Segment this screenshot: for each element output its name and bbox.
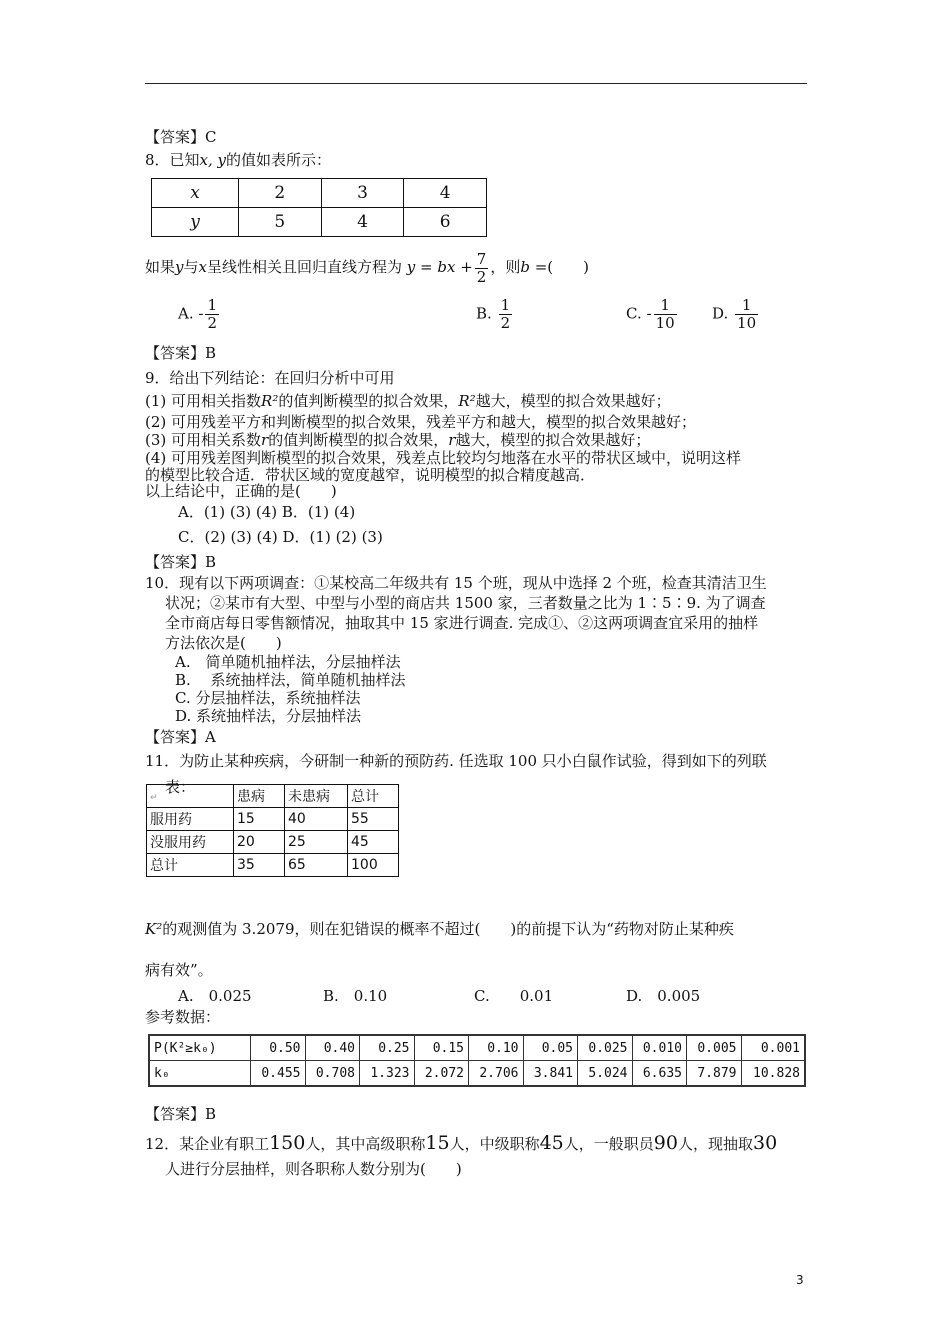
q11-contingency-table [146, 784, 399, 877]
table-cell: 3.841 [523, 1061, 578, 1087]
table-cell: 100 [348, 854, 399, 877]
q10-option-d: D. 系统抽样法，分层抽样法 [175, 707, 362, 725]
table-cell: 0.05 [523, 1035, 578, 1061]
q12-line-2: 人进行分层抽样，则各职称人数分别为( ) [165, 1160, 462, 1178]
answer-10: 【答案】A [145, 728, 216, 746]
q8-option-a: A. - $\frac{1}{2}$ [178, 296, 218, 332]
q10-option-a: A. 简单随机抽样法，分层抽样法 [175, 653, 401, 671]
table-cell: 10.828 [741, 1061, 805, 1087]
q9-line-4a: (4) 可用残差图判断模型的拟合效果，残差点比较均匀地落在水平的带状区域中，说明这样 [145, 449, 742, 467]
q10-line-3: 全市商店每日零售额情况，抽取其中 15 家进行调查. 完成①、②这两项调查宜采用的抽样 [165, 614, 759, 632]
answer-7: 【答案】C [145, 128, 217, 146]
table-cell: 7.879 [687, 1061, 742, 1087]
table-cell: 5.024 [578, 1061, 633, 1087]
q10-line-2: 状况；②某市有大型、中型与小型的商店共 1500 家，三者数量之比为 1∶5∶9. 为了调查 [165, 594, 766, 612]
table-cell: 0.001 [741, 1035, 805, 1061]
table-cell: 0.708 [305, 1061, 360, 1087]
q9-options-ab: A．(1) (3) (4) B．(1) (4) [178, 503, 356, 521]
table-cell: P(K²≥k₀) [149, 1035, 251, 1061]
reference-data-label: 参考数据： [145, 1008, 221, 1026]
table-cell: 40 [285, 808, 348, 831]
q9-line-5: 以上结论中，正确的是( ) [145, 482, 337, 500]
page-number: 3 [796, 1273, 804, 1287]
q11-option-c: C. 0.01 [474, 987, 554, 1005]
q9-line-2: (2) 可用残差平方和判断模型的拟合效果，残差平方和越大，模型的拟合效果越好； [145, 413, 697, 431]
table-row [152, 179, 487, 208]
fraction: $\frac{7}{2}$ [476, 249, 487, 286]
table-cell: 服用药 [147, 808, 234, 831]
table-row [147, 808, 399, 831]
table-cell: 0.40 [305, 1035, 360, 1061]
table-cell: 4 [321, 208, 404, 237]
q10-line-1: 10．现有以下两项调查：①某校高二年级共有 15 个班，现从中选择 2 个班，检查其清洁卫生 [145, 574, 767, 592]
table-cell: 0.455 [251, 1061, 306, 1087]
q11-k2-statement-2: 病有效”。 [145, 961, 213, 979]
q9-options-cd: C．(2) (3) (4) D．(1) (2) (3) [178, 528, 383, 546]
q9-line-1: (1) 可用相关指数R²的值判断模型的拟合效果，R²越大，模型的拟合效果越好； [145, 392, 671, 410]
table-cell: 65 [285, 854, 348, 877]
q12-line-1: 12．某企业有职工150人，其中高级职称15人，中级职称45人，一般职员90人，现抽取30 [145, 1132, 778, 1154]
question-8-condition: 如果y与x呈线性相关且回归直线方程为 y = bx + $\frac{7}{2}$ ，则b =( ) [145, 249, 589, 286]
table-cell: 25 [285, 831, 348, 854]
table-cell: 0.005 [687, 1035, 742, 1061]
table-cell: x [152, 179, 239, 208]
q9-line-4b: 的模型比较合适．带状区域的宽度越窄，说明模型的拟合精度越高． [145, 466, 596, 484]
q8-option-d: D. $\frac{1}{10}$ [712, 296, 757, 332]
table-cell: 3 [321, 179, 404, 208]
question-8-stem: 8．已知x, y的值如表所示： [145, 151, 332, 169]
table-cell: 2 [239, 179, 322, 208]
table-cell: 0.10 [469, 1035, 524, 1061]
table-cell: y [152, 208, 239, 237]
table-cell: 45 [348, 831, 399, 854]
q9-line-3: (3) 可用相关系数r的值判断模型的拟合效果，r越大，模型的拟合效果越好； [145, 431, 651, 449]
table-cell: 总计 [348, 785, 399, 808]
q8-option-c: C. - $\frac{1}{10}$ [626, 296, 675, 332]
table-row [149, 1035, 805, 1061]
q8-xy-table [151, 178, 487, 237]
table-cell: 4 [404, 179, 487, 208]
table-cell: 患病 [234, 785, 285, 808]
q11-line-1: 11．为防止某种疾病，今研制一种新的预防药. 任选取 100 只小白鼠作试验，得到如下的列联 [145, 752, 767, 770]
q10-option-b: B. 系统抽样法，简单随机抽样法 [175, 671, 406, 689]
table-row [147, 785, 399, 808]
table-cell: 20 [234, 831, 285, 854]
table-cell: 0.15 [414, 1035, 469, 1061]
q11-option-b: B. 0.10 [323, 987, 388, 1005]
table-cell: 2.072 [414, 1061, 469, 1087]
q11-k2-statement: K²的观测值为 3.2079，则在犯错误的概率不超过( )的前提下认为“药物对防止某种疾 [145, 920, 734, 938]
header-rule [145, 83, 807, 84]
chi-square-reference-table [148, 1034, 806, 1087]
table-cell: 55 [348, 808, 399, 831]
table-cell: 总计 [147, 854, 234, 877]
q10-option-c: C. 分层抽样法，系统抽样法 [175, 689, 361, 707]
table-cell: 2.706 [469, 1061, 524, 1087]
q11-option-d: D. 0.005 [626, 987, 701, 1005]
table-row [149, 1061, 805, 1087]
answer-8: 【答案】B [145, 344, 217, 362]
table-cell: 5 [239, 208, 322, 237]
table-cell: 0.010 [632, 1035, 687, 1061]
table-cell: 没服用药 [147, 831, 234, 854]
table-row [152, 208, 487, 237]
table-cell: 1.323 [360, 1061, 415, 1087]
table-row [147, 831, 399, 854]
q8-option-b: B. $\frac{1}{2}$ [476, 296, 511, 332]
table-cell: ↵ [147, 785, 234, 808]
table-cell: 35 [234, 854, 285, 877]
table-cell: k₀ [149, 1061, 251, 1087]
table-cell: 0.50 [251, 1035, 306, 1061]
table-cell: 6 [404, 208, 487, 237]
table-row [147, 854, 399, 877]
table-cell: 6.635 [632, 1061, 687, 1087]
table-cell: 未患病 [285, 785, 348, 808]
question-9-stem: 9．给出下列结论：在回归分析中可用 [145, 369, 395, 387]
answer-11: 【答案】B [145, 1105, 217, 1123]
q11-option-a: A. 0.025 [178, 987, 252, 1005]
table-cell: 0.025 [578, 1035, 633, 1061]
q11-line-2: 表： [165, 778, 196, 796]
table-cell: 15 [234, 808, 285, 831]
q10-line-4: 方法依次是( ) [165, 634, 282, 652]
answer-9: 【答案】B [145, 553, 217, 571]
table-cell: 0.25 [360, 1035, 415, 1061]
